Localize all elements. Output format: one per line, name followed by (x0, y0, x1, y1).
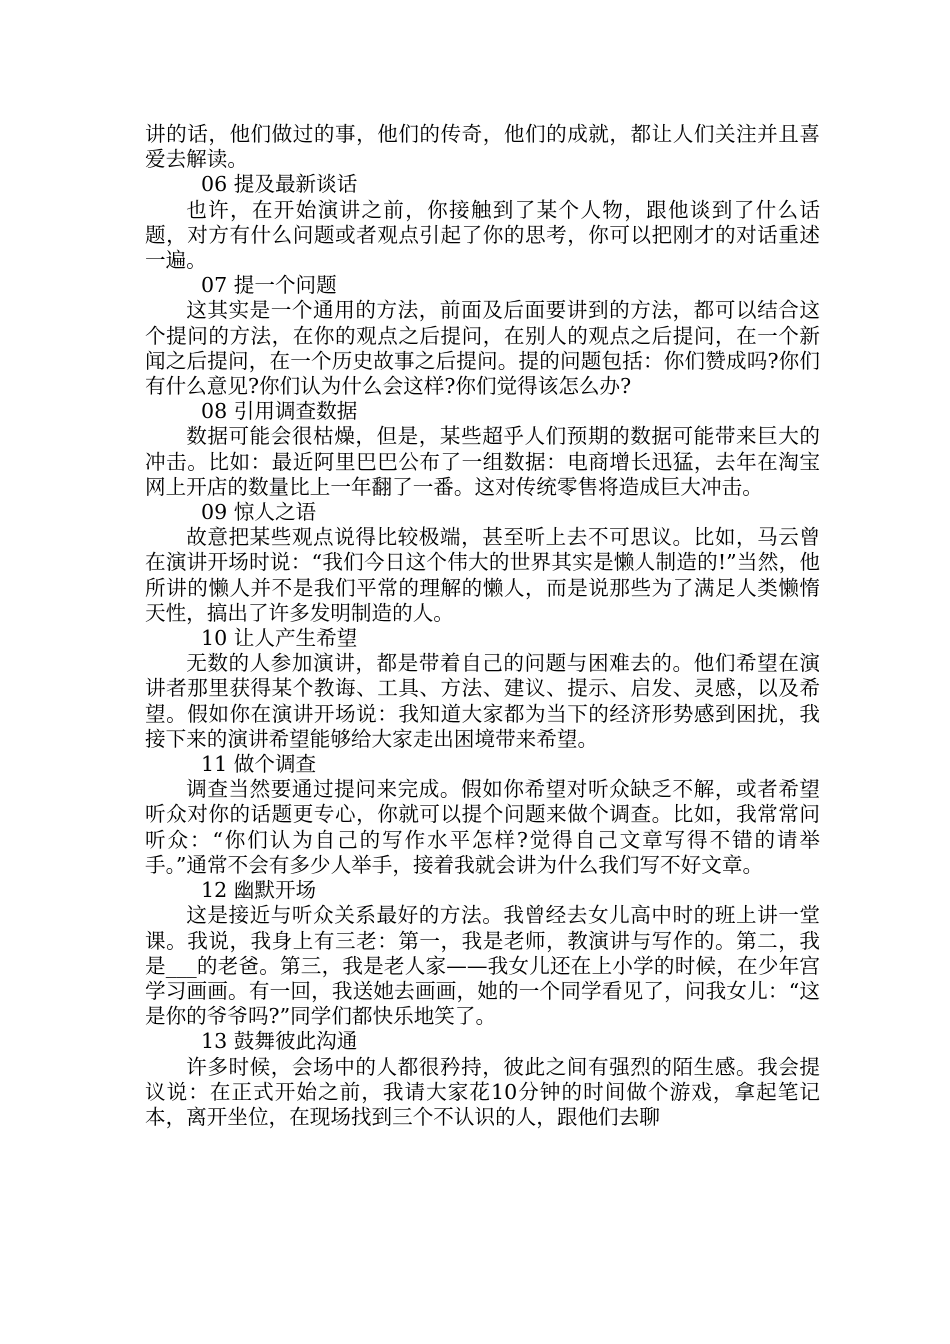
section-body-09: 故意把某些观点说得比较极端，甚至听上去不可思议。比如，马云曾在演讲开场时说：“我们今日这个伟大的世界其实是懒人制造的!”当然，他所讲的懒人并不是我们平常的理解的懒人，而是说那些为了满足人类懒惰天性，搞出了许多发明制造的人。 (145, 525, 820, 625)
section-heading-10: 10 让人产生希望 (201, 626, 358, 651)
section-heading-12: 12 幽默开场 (201, 878, 317, 903)
section-body-08: 数据可能会很枯燥，但是，某些超乎人们预期的数据可能带来巨大的冲击。比如：最近阿里巴巴公布了一组数据：电商增长迅猛，去年在淘宝网上开店的数量比上一年翻了一番。这对传统零售将造成巨大冲击。 (145, 424, 820, 499)
document-page (145, 122, 820, 1130)
section-body-06: 也许，在开始演讲之前，你接触到了某个人物，跟他谈到了什么话题，对方有什么问题或者观点引起了你的思考，你可以把刚才的对话重述一遍。 (145, 197, 820, 273)
section-body-10: 无数的人参加演讲，都是带着自己的问题与困难去的。他们希望在演讲者那里获得某个教诲、工具、方法、建议、提示、启发、灵感，以及希望。假如你在演讲开场说：我知道大家都为当下的经济形势感到困扰，我接下来的演讲希望能够给大家走出困境带来希望。 (145, 651, 820, 751)
section-body-13: 许多时候，会场中的人都很矜持，彼此之间有强烈的陌生感。我会提议说：在正式开始之前，我请大家花10分钟的时间做个游戏，拿起笔记本，离开坐位，在现场找到三个不认识的人，跟他们去聊 (145, 1054, 820, 1129)
section-heading-11: 11 做个调查 (201, 752, 317, 777)
section-heading-09: 09 惊人之语 (201, 500, 317, 525)
section-body-07: 这其实是一个通用的方法，前面及后面要讲到的方法，都可以结合这个提问的方法，在你的观点之后提问，在别人的观点之后提问，在一个新闻之后提问，在一个历史故事之后提问。提的问题包括：你们赞成吗?你们有什么意见?你们认为什么会这样?你们觉得该怎么办? (145, 298, 820, 399)
section-heading-07: 07 提一个问题 (201, 273, 337, 298)
section-body-11: 调查当然要通过提问来完成。假如你希望对听众缺乏不解，或者希望听众对你的话题更专心，你就可以提个问题来做个调查。比如，我常常问听众：“你们认为自己的写作水平怎样?觉得自己文章写得不错的请举手。”通常不会有多少人举手，接着我就会讲为什么我们写不好文章。 (145, 777, 820, 877)
intro-continuation: 讲的话，他们做过的事，他们的传奇，他们的成就，都让人们关注并且喜爱去解读。 (145, 122, 820, 172)
section-body-12: 这是接近与听众关系最好的方法。我曾经去女儿高中时的班上讲一堂课。我说，我身上有三老：第一，我是老师，教演讲与写作的。第二，我是___的老爸。第三，我是老人家——我女儿还在上小学的时候，在少年宫学习画画。有一回，我送她去画画，她的一个同学看见了，问我女儿：“这是你的爷爷吗?”同学们都快乐地笑了。 (145, 903, 820, 1029)
section-heading-08: 08 引用调查数据 (201, 399, 358, 424)
section-heading-13: 13 鼓舞彼此沟通 (201, 1029, 358, 1054)
section-heading-06: 06 提及最新谈话 (201, 172, 358, 197)
